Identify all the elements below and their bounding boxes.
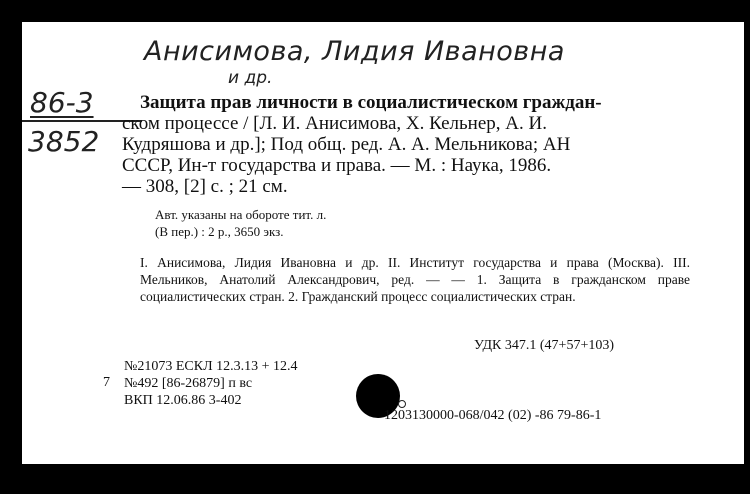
- subject-headings: I. Анисимова, Лидия Ивановна и др. II. Институт государства и права (Москва). III. Мельников, Анатолий Александрович, ред. — — 1. Защита в гражданском праве социалистических стран. 2. Гражданский процесс социалистических стран.: [140, 255, 690, 304]
- codes-line-3: ВКП 12.06.86 3-402: [124, 393, 242, 408]
- handwritten-author-suffix: и др.: [228, 68, 273, 88]
- handwritten-shelf-code: 3852: [28, 125, 100, 158]
- registration-codes: [124, 358, 297, 409]
- entry-line-4: СССР, Ин-т государства и права. — М. : Наука, 1986.: [122, 155, 552, 176]
- entry-line-1: Защита прав личности в социалистическом граждан-: [140, 92, 602, 113]
- catalog-card: [22, 22, 744, 464]
- entry-line-2: ском процессе / [Л. И. Анисимова, Х. Кельнер, А. И.: [122, 113, 547, 134]
- entry-line-5: — 308, [2] с. ; 21 см.: [122, 176, 288, 197]
- copyright-mark-icon: [398, 400, 406, 408]
- authors-note: Авт. указаны на обороте тит. л.: [155, 207, 327, 222]
- handwritten-shelf-number: 86-3: [30, 86, 94, 119]
- handwritten-author-name: Анисимова, Лидия Ивановна: [144, 36, 565, 67]
- codes-line-1: №21073 ЕСКЛ 12.3.13 + 12.4: [124, 359, 298, 374]
- binding-price-note: (В пер.) : 2 р., 3650 экз.: [155, 224, 284, 239]
- udk-code: УДК 347.1 (47+57+103): [474, 338, 614, 353]
- publisher-code: 1203130000-068/042 (02) -86 79-86-1: [384, 408, 602, 423]
- codes-line-2: №492 [86-26879] п вс: [124, 376, 253, 391]
- entry-line-3: Кудряшова и др.]; Под общ. ред. А. А. Мельникова; АН: [122, 134, 571, 155]
- codes-prefix: 7: [103, 375, 110, 390]
- bibliographic-entry: [122, 92, 688, 197]
